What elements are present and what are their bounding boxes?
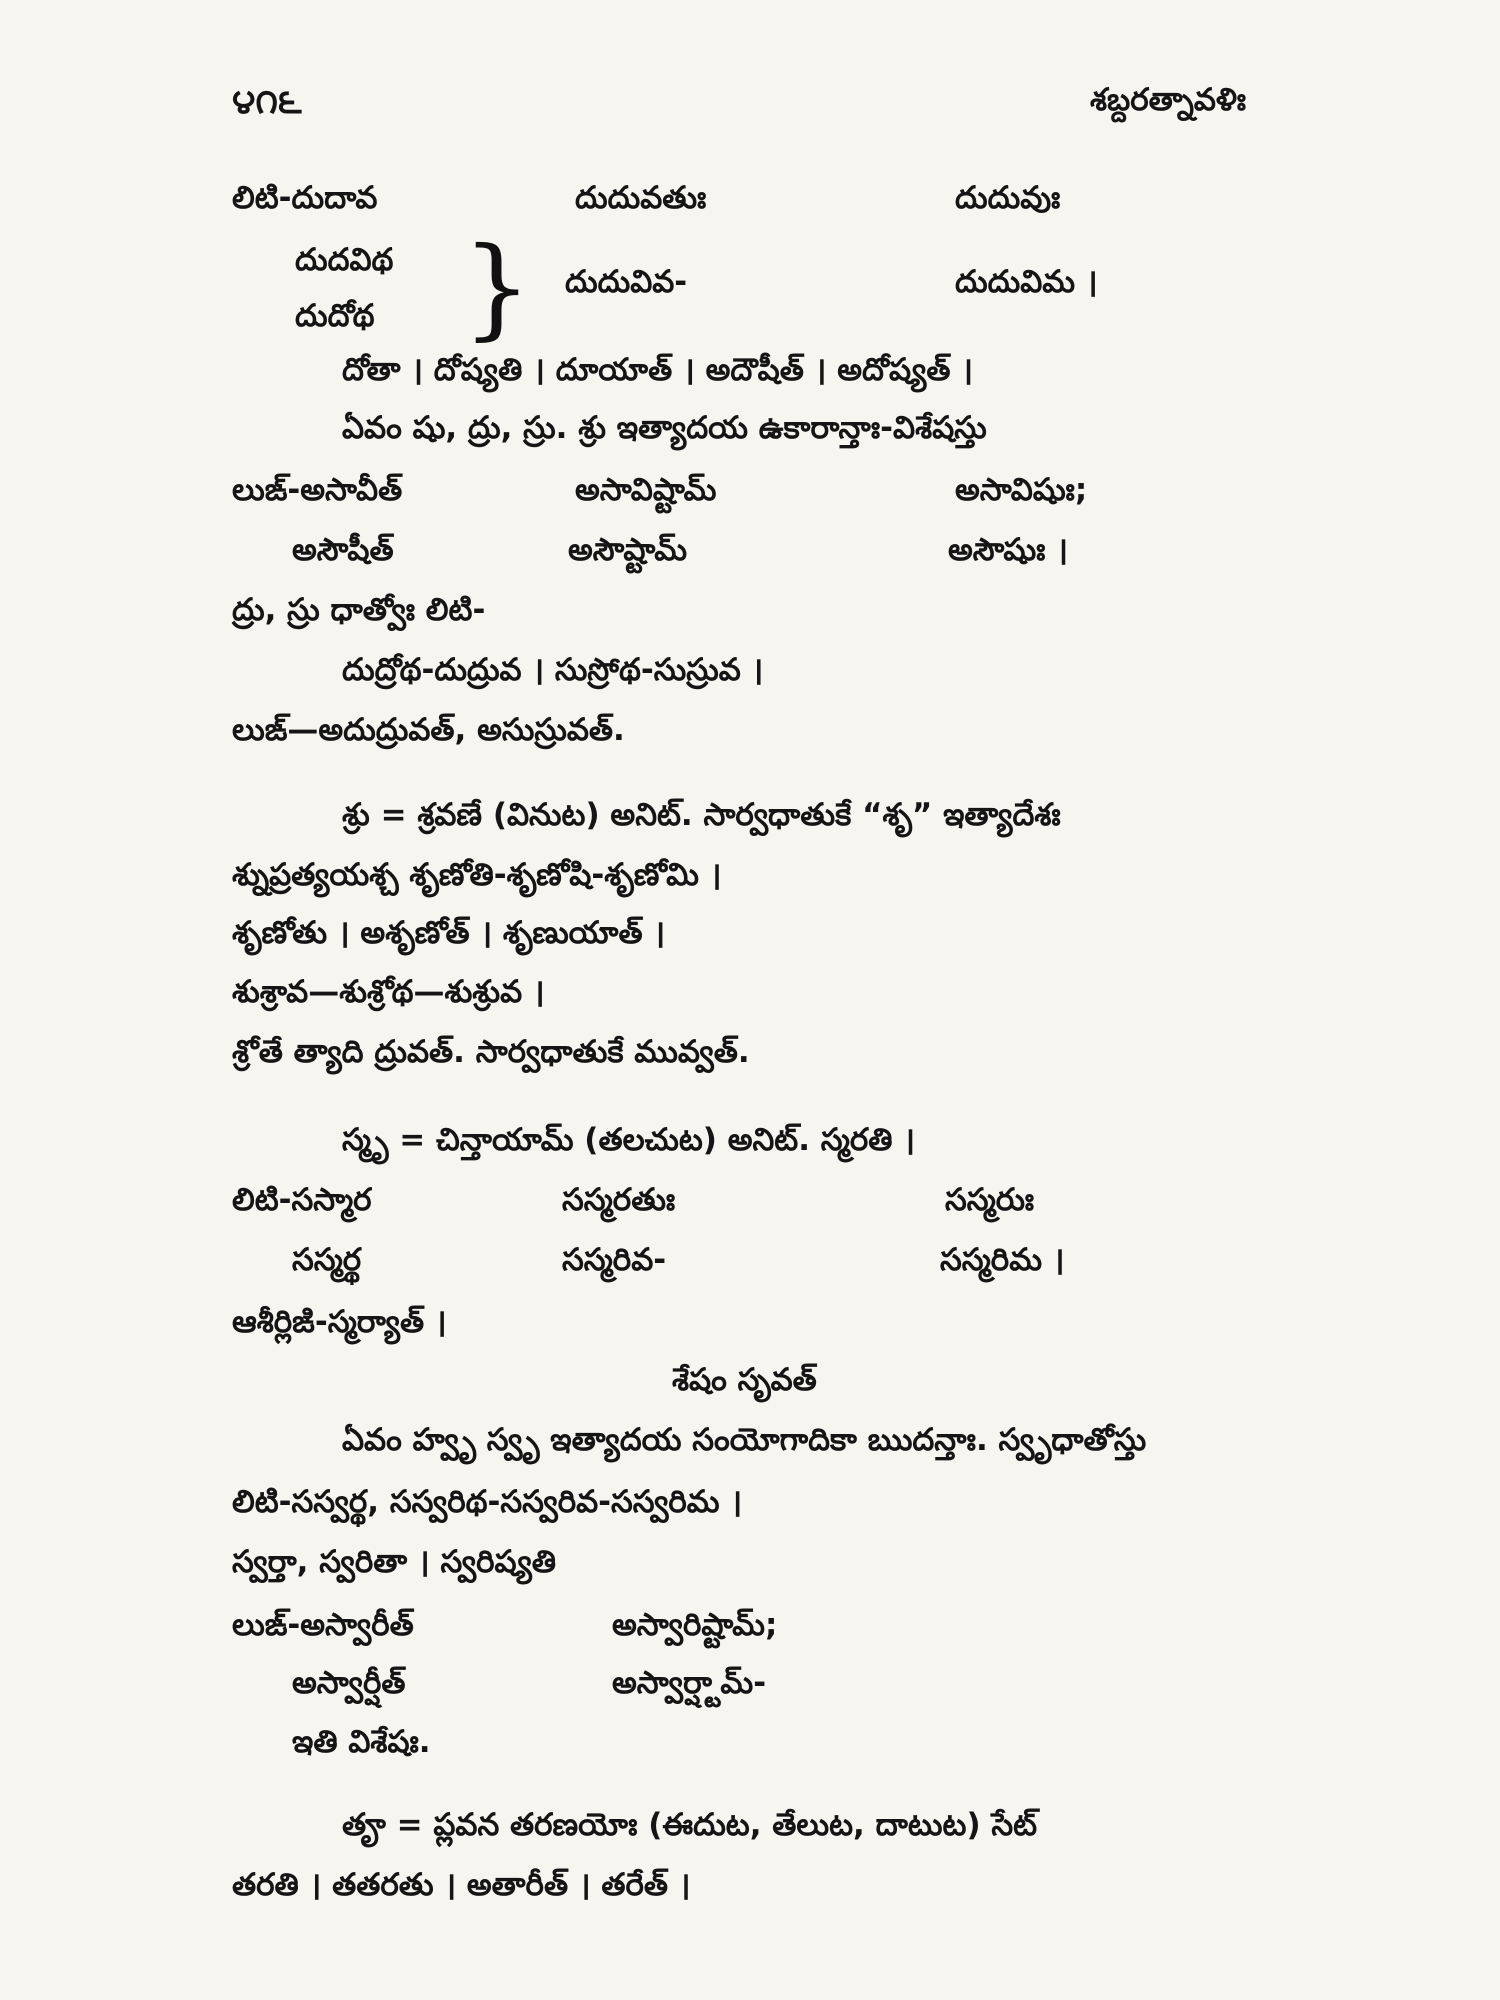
text-line: దుదువుః	[955, 180, 1061, 216]
text-line: ఏవం షు, ద్రు, స్రు. శ్రు ఇత్యాదయ ఉకారాన్తాః-విశేషస్తు	[342, 410, 987, 446]
text-line: అసావిషుః;	[955, 472, 1088, 508]
text-line: శుశ్రావ—శుశ్రోథ—శుశ్రువ ।	[232, 974, 545, 1010]
text-line: దుదోథ	[295, 298, 375, 334]
text-line: అస్వార్షీత్	[292, 1665, 406, 1701]
text-line: దుదువిమ ।	[955, 264, 1098, 300]
text-line: లుఙ్-అస్వారీత్	[232, 1607, 414, 1643]
text-line: దోతా । దోష్యతి । దూయాత్ । అదౌషీత్ । అదోష్యత్ ।	[342, 352, 973, 388]
text-line: లిటి-సస్వర్థ, సస్వరిథ-సస్వరివ-సస్వరిమ ।	[232, 1484, 743, 1520]
text-line: అసౌషుః ।	[948, 532, 1068, 568]
text-line: దుదువతుః	[575, 180, 707, 216]
section-heading: శేషం సృవత్	[672, 1362, 817, 1398]
text-line: తరతి । తతరతు । అతారీత్ । తరేత్ ।	[232, 1867, 691, 1903]
text-line: అస్వారిష్టామ్;	[612, 1607, 778, 1643]
text-line: దుదవిథ	[295, 242, 394, 278]
text-line: శ్రు = శ్రవణే (వినుట) అనిట్. సార్వధాతుకే “శృ” ఇత్యాదేశః	[342, 797, 1061, 833]
text-line: అస్వార్ష్టామ్-	[612, 1665, 767, 1701]
text-line: తౄ = ప్లవన తరణయోః (ఈదుట, తేలుట, దాటుట) సేట్	[342, 1807, 1038, 1843]
text-line: ఏవం హ్వృ స్వృ ఇత్యాదయ సంయోగాదికా ఋదన్తాః. స్వృధాతోస్తు	[342, 1422, 1147, 1458]
text-line: సస్మరతుః	[562, 1182, 676, 1218]
text-line: సస్మరుః	[945, 1182, 1035, 1218]
text-line: దుద్రోథ-దుద్రువ । సుస్రోథ-సుస్రువ ।	[342, 652, 764, 688]
text-line: శృణోతు । అశృణోత్ । శృణుయాత్ ।	[232, 915, 666, 951]
text-line: సస్మరిమ ।	[940, 1242, 1065, 1278]
text-line: ద్రు, స్రు ధాత్వోః లిటి-	[232, 592, 486, 628]
text-line: లిటి-దుదావ	[232, 180, 378, 216]
text-line: లుఙ్—అదుద్రువత్, అసుస్రువత్.	[232, 712, 625, 748]
text-line: శ్నుప్రత్యయశ్చ శృణోతి-శృణోషి-శృణోమి ।	[232, 857, 722, 893]
text-line: అసౌషీత్	[292, 532, 394, 568]
text-line: స్వర్తా, స్వరితా । స్వరిష్యతి	[232, 1544, 557, 1580]
text-line: అసౌష్టామ్	[568, 532, 688, 568]
text-line: అసావిష్టామ్	[575, 472, 717, 508]
text-line: ఆశీర్లిఙి-స్మర్యాత్ ।	[232, 1304, 447, 1340]
text-line: సస్మర్థ	[292, 1242, 362, 1278]
text-line: స్మృ = చిన్తాయామ్ (తలచుట) అనిట్. స్మరతి ।	[342, 1122, 916, 1158]
running-title: శబ్దరత్నావళిః	[1090, 82, 1247, 118]
text-line: సస్మరివ-	[562, 1242, 667, 1278]
text-line: లిటి-సస్మార	[232, 1182, 372, 1218]
page-number: ౪౧౬	[232, 82, 302, 122]
text-line: ఇతి విశేషః.	[292, 1724, 431, 1760]
text-line: శ్రోతే త్యాది ద్రువత్. సార్వధాతుకే మువ్వత్.	[232, 1034, 750, 1070]
brace-symbol: }	[462, 223, 532, 351]
text-line: లుఙ్-అసావీత్	[232, 472, 403, 508]
text-line: దుదువివ-	[565, 264, 688, 300]
